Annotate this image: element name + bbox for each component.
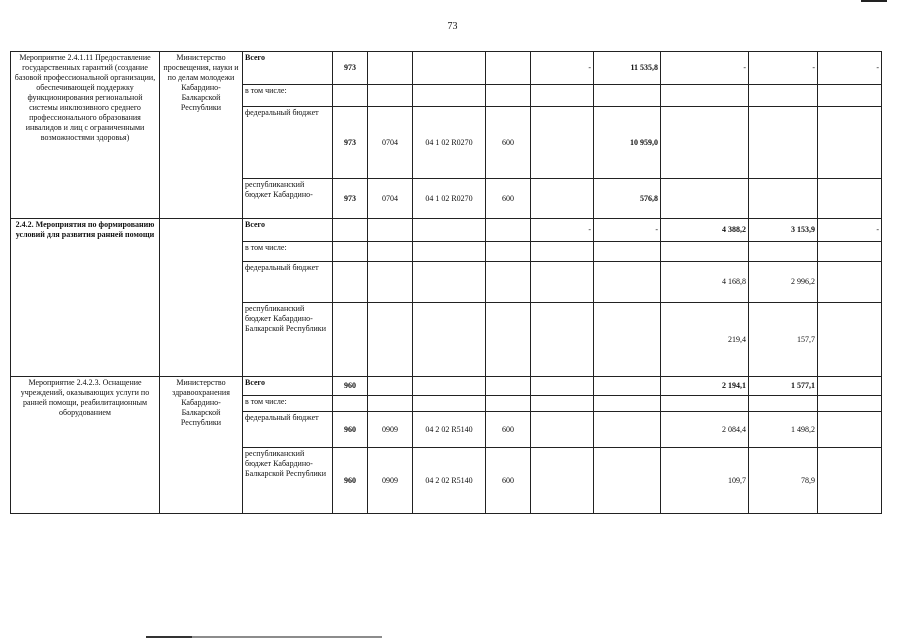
source-total: Всего (243, 219, 333, 242)
source-federal: федеральный бюджет (243, 107, 333, 179)
year-cell: 109,7 (661, 448, 749, 514)
year-cell: 3 153,9 (749, 219, 818, 242)
grbs-cell: 960 (333, 377, 368, 396)
year-cell: - (531, 219, 594, 242)
executor: Министерство здравоохранения Кабардино-Балкарской Республики (160, 377, 243, 514)
year-cell: 4 388,2 (661, 219, 749, 242)
rzpr-cell (368, 52, 413, 85)
source-total: Всего (243, 52, 333, 85)
csr-cell (413, 52, 486, 85)
source-republic: республиканский бюджет Кабардино-Балкарской Республики (243, 303, 333, 377)
year-cell: 1 498,2 (749, 412, 818, 448)
vr-cell: 600 (486, 179, 531, 219)
measure-name: Мероприятие 2.4.1.11 Предоставление государственных гарантий (создание базовой профессиональной организации, обеспечивающей поддержку функционирования региональной системы инклюзивного среднего профессионального образования инвалидов и лиц с ограниченными возможностями здоровья) (11, 52, 160, 219)
csr-cell: 04 1 02 R0270 (413, 179, 486, 219)
csr-cell: 04 2 02 R5140 (413, 412, 486, 448)
year-cell: 219,4 (661, 303, 749, 377)
budget-table (10, 51, 882, 514)
year-cell: - (661, 52, 749, 85)
table-row (11, 377, 882, 396)
grbs-cell: 973 (333, 107, 368, 179)
grbs-cell: 960 (333, 412, 368, 448)
source-republic: республиканский бюджет Кабардино- (243, 179, 333, 219)
year-cell: 2 194,1 (661, 377, 749, 396)
year-cell: 78,9 (749, 448, 818, 514)
rzpr-cell: 0704 (368, 179, 413, 219)
csr-cell: 04 1 02 R0270 (413, 107, 486, 179)
year-cell: 1 577,1 (749, 377, 818, 396)
source-incl: в том числе: (243, 396, 333, 412)
grbs-cell: 973 (333, 179, 368, 219)
year-cell: - (818, 52, 882, 85)
year-cell: 10 959,0 (594, 107, 661, 179)
grbs-cell: 973 (333, 52, 368, 85)
source-incl: в том числе: (243, 85, 333, 107)
grbs-cell: 960 (333, 448, 368, 514)
table-row (11, 219, 882, 242)
vr-cell (486, 52, 531, 85)
executor: Министерство просвещения, науки и по делам молодежи Кабардино-Балкарской Республики (160, 52, 243, 219)
source-republic: республиканский бюджет Кабардино-Балкарской Республики (243, 448, 333, 514)
csr-cell: 04 2 02 R5140 (413, 448, 486, 514)
table-row (11, 52, 882, 85)
year-cell: 157,7 (749, 303, 818, 377)
year-cell: 2 084,4 (661, 412, 749, 448)
page-number: 73 (447, 21, 458, 32)
year-cell: 2 996,2 (749, 262, 818, 303)
year-cell: - (749, 52, 818, 85)
vr-cell: 600 (486, 412, 531, 448)
vr-cell: 600 (486, 107, 531, 179)
year-cell: - (818, 219, 882, 242)
source-federal: федеральный бюджет (243, 412, 333, 448)
scan-artifact-line (146, 636, 192, 638)
rzpr-cell: 0909 (368, 448, 413, 514)
vr-cell: 600 (486, 448, 531, 514)
year-cell: - (531, 52, 594, 85)
measure-name: Мероприятие 2.4.2.3. Оснащение учреждений, оказывающих услуги по ранней помощи, реабилитационным оборудованием (11, 377, 160, 514)
corner-mark (861, 0, 887, 2)
measure-name: 2.4.2. Мероприятия по формированию условий для развития ранней помощи (11, 219, 160, 377)
source-total: Всего (243, 377, 333, 396)
source-incl: в том числе: (243, 242, 333, 262)
rzpr-cell: 0909 (368, 412, 413, 448)
year-cell: 576,8 (594, 179, 661, 219)
source-federal: федеральный бюджет (243, 262, 333, 303)
executor (160, 219, 243, 377)
year-cell: 11 535,8 (594, 52, 661, 85)
year-cell: - (594, 219, 661, 242)
rzpr-cell: 0704 (368, 107, 413, 179)
year-cell: 4 168,8 (661, 262, 749, 303)
